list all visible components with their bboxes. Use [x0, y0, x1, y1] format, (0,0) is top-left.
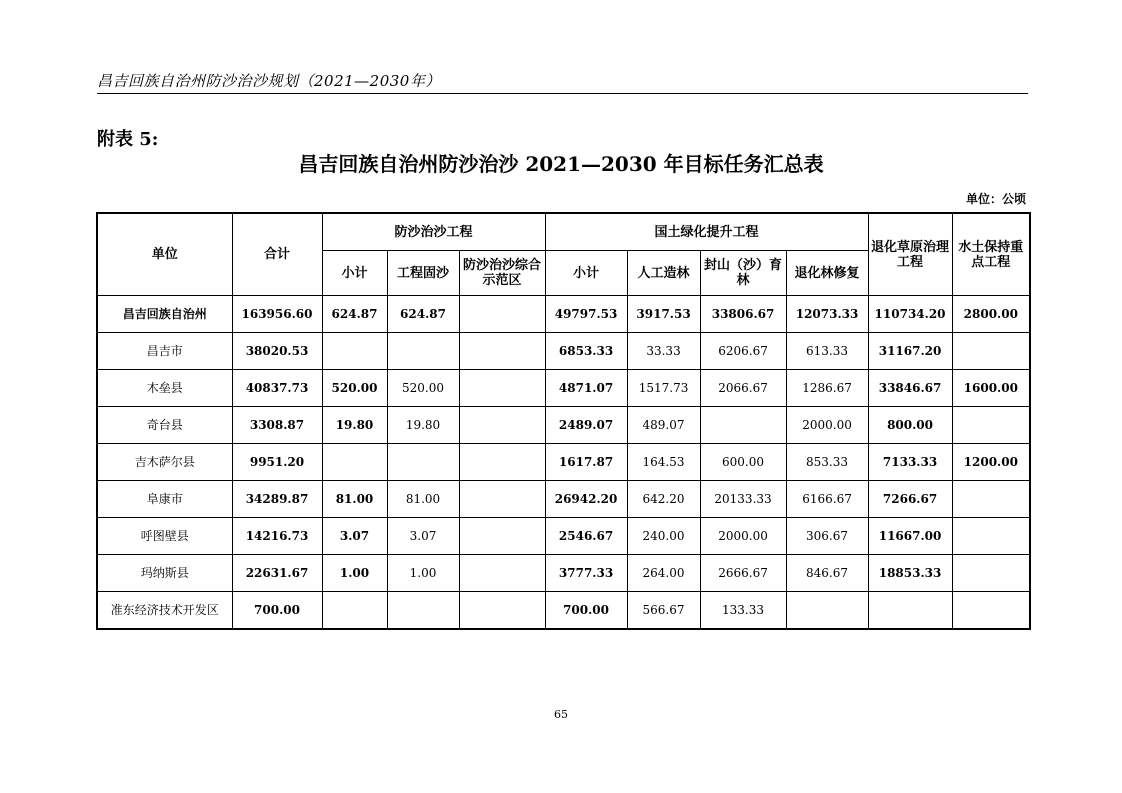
- cell-desert-sub: 520.00: [322, 370, 387, 407]
- col-header-desert-fixation: 工程固沙: [387, 251, 459, 296]
- cell-name: 昌吉回族自治州: [97, 296, 232, 333]
- cell-name: 吉木萨尔县: [97, 444, 232, 481]
- cell-green-closed: 6206.67: [700, 333, 786, 370]
- cell-green-restore: 613.33: [786, 333, 868, 370]
- cell-water: 2800.00: [952, 296, 1030, 333]
- group-header-desert: 防沙治沙工程: [322, 213, 545, 251]
- cell-desert-demo: [459, 592, 545, 630]
- cell-water: 1200.00: [952, 444, 1030, 481]
- cell-name: 准东经济技术开发区: [97, 592, 232, 630]
- cell-desert-demo: [459, 481, 545, 518]
- cell-total: 34289.87: [232, 481, 322, 518]
- cell-green-closed: 20133.33: [700, 481, 786, 518]
- col-header-desert-subtotal: 小计: [322, 251, 387, 296]
- cell-green-sub: 1617.87: [545, 444, 627, 481]
- cell-desert-sub: [322, 444, 387, 481]
- col-header-green-closed: 封山（沙）育林: [700, 251, 786, 296]
- cell-desert-demo: [459, 555, 545, 592]
- cell-name: 奇台县: [97, 407, 232, 444]
- cell-desert-demo: [459, 370, 545, 407]
- cell-green-plant: 642.20: [627, 481, 700, 518]
- group-header-greening: 国土绿化提升工程: [545, 213, 868, 251]
- cell-water: [952, 333, 1030, 370]
- cell-total: 38020.53: [232, 333, 322, 370]
- cell-water: [952, 518, 1030, 555]
- cell-green-sub: 49797.53: [545, 296, 627, 333]
- cell-green-sub: 2546.67: [545, 518, 627, 555]
- cell-desert-fix: [387, 592, 459, 630]
- cell-desert-demo: [459, 296, 545, 333]
- cell-desert-fix: 624.87: [387, 296, 459, 333]
- header-row-1: [97, 213, 1030, 251]
- cell-green-restore: 2000.00: [786, 407, 868, 444]
- cell-grassland: 800.00: [868, 407, 952, 444]
- cell-name: 呼图壁县: [97, 518, 232, 555]
- cell-green-sub: 26942.20: [545, 481, 627, 518]
- table-body: [97, 296, 1030, 630]
- cell-green-plant: 1517.73: [627, 370, 700, 407]
- page-number: 65: [554, 708, 568, 721]
- cell-desert-fix: [387, 333, 459, 370]
- cell-green-sub: 6853.33: [545, 333, 627, 370]
- cell-green-restore: 6166.67: [786, 481, 868, 518]
- cell-desert-fix: 3.07: [387, 518, 459, 555]
- cell-name: 木垒县: [97, 370, 232, 407]
- cell-desert-demo: [459, 333, 545, 370]
- cell-desert-fix: [387, 444, 459, 481]
- cell-green-closed: 600.00: [700, 444, 786, 481]
- cell-green-closed: 33806.67: [700, 296, 786, 333]
- cell-desert-sub: 81.00: [322, 481, 387, 518]
- table-row: [97, 370, 1030, 407]
- cell-total: 163956.60: [232, 296, 322, 333]
- cell-green-plant: 164.53: [627, 444, 700, 481]
- appendix-label: 附表 5:: [97, 129, 159, 150]
- cell-name: 阜康市: [97, 481, 232, 518]
- cell-green-plant: 3917.53: [627, 296, 700, 333]
- cell-green-sub: 2489.07: [545, 407, 627, 444]
- col-header-water: 水土保持重点工程: [952, 213, 1030, 296]
- table-row: [97, 518, 1030, 555]
- col-header-grassland: 退化草原治理工程: [868, 213, 952, 296]
- cell-green-plant: 489.07: [627, 407, 700, 444]
- cell-green-closed: 2066.67: [700, 370, 786, 407]
- cell-desert-fix: 1.00: [387, 555, 459, 592]
- cell-green-plant: 33.33: [627, 333, 700, 370]
- cell-water: [952, 407, 1030, 444]
- table-row: [97, 481, 1030, 518]
- cell-water: [952, 481, 1030, 518]
- cell-green-sub: 700.00: [545, 592, 627, 630]
- cell-grassland: 110734.20: [868, 296, 952, 333]
- cell-total: 3308.87: [232, 407, 322, 444]
- cell-desert-sub: 3.07: [322, 518, 387, 555]
- cell-total: 40837.73: [232, 370, 322, 407]
- table-row: [97, 444, 1030, 481]
- cell-green-restore: 306.67: [786, 518, 868, 555]
- cell-grassland: 11667.00: [868, 518, 952, 555]
- cell-green-restore: 1286.67: [786, 370, 868, 407]
- cell-total: 22631.67: [232, 555, 322, 592]
- col-header-green-subtotal: 小计: [545, 251, 627, 296]
- cell-desert-demo: [459, 407, 545, 444]
- table-row: [97, 296, 1030, 333]
- cell-desert-demo: [459, 518, 545, 555]
- cell-green-plant: 566.67: [627, 592, 700, 630]
- cell-desert-demo: [459, 444, 545, 481]
- cell-green-sub: 4871.07: [545, 370, 627, 407]
- cell-green-closed: [700, 407, 786, 444]
- table-row: [97, 333, 1030, 370]
- cell-total: 700.00: [232, 592, 322, 630]
- cell-desert-sub: [322, 592, 387, 630]
- cell-desert-sub: 1.00: [322, 555, 387, 592]
- cell-green-restore: 846.67: [786, 555, 868, 592]
- cell-name: 玛纳斯县: [97, 555, 232, 592]
- cell-green-restore: 853.33: [786, 444, 868, 481]
- col-header-unit: 单位: [97, 213, 232, 296]
- cell-green-restore: 12073.33: [786, 296, 868, 333]
- cell-grassland: 7133.33: [868, 444, 952, 481]
- cell-desert-fix: 81.00: [387, 481, 459, 518]
- cell-total: 9951.20: [232, 444, 322, 481]
- cell-name: 昌吉市: [97, 333, 232, 370]
- cell-green-closed: 133.33: [700, 592, 786, 630]
- cell-green-sub: 3777.33: [545, 555, 627, 592]
- cell-green-closed: 2666.67: [700, 555, 786, 592]
- col-header-total: 合计: [232, 213, 322, 296]
- cell-grassland: 31167.20: [868, 333, 952, 370]
- summary-table: [96, 212, 1031, 630]
- table-title: 昌吉回族自治州防沙治沙 2021—2030 年目标任务汇总表: [298, 152, 824, 176]
- cell-green-restore: [786, 592, 868, 630]
- cell-desert-fix: 520.00: [387, 370, 459, 407]
- cell-water: 1600.00: [952, 370, 1030, 407]
- table-row: [97, 555, 1030, 592]
- cell-grassland: [868, 592, 952, 630]
- running-header: 昌吉回族自治州防沙治沙规划（2021—2030年）: [97, 72, 441, 90]
- cell-desert-sub: 624.87: [322, 296, 387, 333]
- cell-grassland: 7266.67: [868, 481, 952, 518]
- cell-water: [952, 555, 1030, 592]
- col-header-green-restore: 退化林修复: [786, 251, 868, 296]
- table-row: [97, 407, 1030, 444]
- cell-desert-fix: 19.80: [387, 407, 459, 444]
- cell-green-closed: 2000.00: [700, 518, 786, 555]
- cell-water: [952, 592, 1030, 630]
- cell-green-plant: 240.00: [627, 518, 700, 555]
- header-rule: [97, 93, 1028, 94]
- col-header-green-plant: 人工造林: [627, 251, 700, 296]
- cell-desert-sub: [322, 333, 387, 370]
- cell-desert-sub: 19.80: [322, 407, 387, 444]
- unit-note: 单位：公顷: [965, 192, 1026, 206]
- table-row: [97, 592, 1030, 630]
- cell-total: 14216.73: [232, 518, 322, 555]
- cell-grassland: 33846.67: [868, 370, 952, 407]
- cell-green-plant: 264.00: [627, 555, 700, 592]
- col-header-desert-demo: 防沙治沙综合示范区: [459, 251, 545, 296]
- cell-grassland: 18853.33: [868, 555, 952, 592]
